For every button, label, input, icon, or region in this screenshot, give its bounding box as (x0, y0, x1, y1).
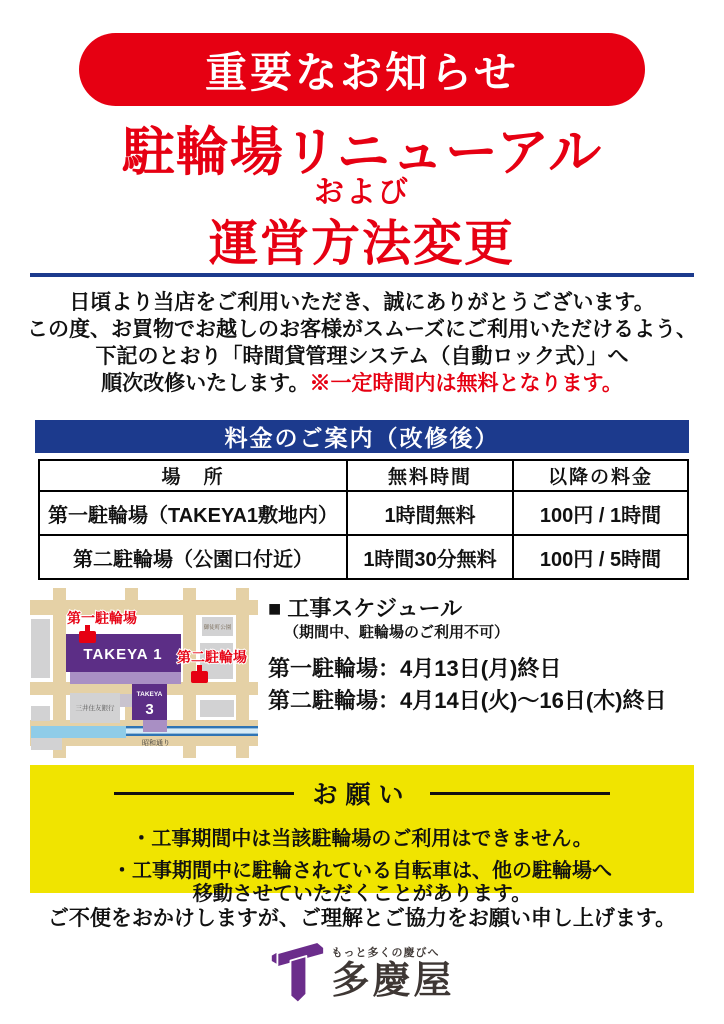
takeya3-annex (120, 694, 132, 707)
page-title-line2: および (314, 176, 410, 209)
map-lot1-label: 第一駐輪場 (67, 610, 137, 626)
request-bullet2-line1: ・工事期間中に駐輪されている自転車は、他の駐輪場へ (112, 860, 612, 882)
cell-lot2-fee: 100円 / 5時間 (513, 535, 688, 579)
important-notice-badge: 重要なお知らせ (79, 33, 645, 106)
closing-message: ご不便をおかけしますが、ご理解とご協力をお願い申し上げます。 (47, 907, 677, 930)
schedule-item-lot2: 第二駐輪場：4月14日(火)～16日(木)終日 (268, 688, 667, 713)
map-park-label: 御徒町公園 (203, 625, 232, 631)
rail-line-bottom (126, 734, 258, 736)
map-bank-label: 三井住友銀行 (75, 705, 115, 712)
intro-line: 日頃より当店をご利用いただき、誠にありがとうございます。 (69, 291, 655, 314)
map-lot2-label: 第二駐輪場 (177, 649, 247, 665)
showa-dori-road (31, 726, 126, 738)
request-title: お願い (312, 781, 412, 809)
schedule-heading-text: 工事スケジュール (287, 596, 463, 621)
map-takeya1-label: TAKEYA 1 (83, 646, 163, 663)
map-takeya3-label: TAKEYA (136, 691, 163, 698)
map-street-label: 昭和通り (142, 740, 170, 747)
schedule-heading (268, 592, 462, 623)
schedule-note: （期間中、駐輪場のご利用不可） (284, 624, 510, 641)
request-box (30, 765, 694, 905)
cell-lot1-fee: 100円 / 1時間 (513, 491, 688, 535)
page-title-line3: 運営方法変更 (208, 217, 515, 271)
schedule-item-lot1: 第一駐輪場：4月13日(月)終日 (268, 656, 562, 681)
request-bullet2-line2: 移動させていただくことがあります。 (192, 883, 532, 905)
logo-name: 多慶屋 (331, 960, 455, 1002)
table-row (39, 491, 688, 535)
intro-paragraph (0, 289, 724, 397)
price-section-heading: 料金のご案内（改修後） (35, 420, 689, 453)
takeya-logo (0, 934, 724, 1006)
cell-lot1-location: 第一駐輪場（TAKEYA1敷地内） (39, 491, 347, 535)
intro-line: 下記のとおり「時間貸管理システム（自動ロック式）」へ (95, 345, 629, 368)
takeya1-base (70, 672, 181, 684)
cell-lot2-free-time: 1時間30分無料 (347, 535, 513, 579)
intro-line4-text: 順次改修いたします。 (101, 372, 310, 395)
title-rule-right (430, 792, 610, 795)
title-rule-left (114, 792, 294, 795)
intro-line (0, 370, 724, 397)
page-title-line1: 駐輪場リニューアル (121, 123, 603, 182)
table-row (39, 535, 688, 579)
square-bullet-icon: ■ (268, 596, 282, 621)
col-header-free-time: 無料時間 (347, 460, 513, 491)
intro-line: この度、お買物でお越しのお客様がスムーズにご利用いただけるよう、 (27, 318, 697, 341)
lot1-marker-icon (79, 625, 96, 643)
request-bullet2 (30, 860, 694, 906)
location-map (26, 588, 262, 768)
free-time-highlight: ※一定時間内は無料となります。 (309, 372, 623, 395)
cell-lot2-location: 第二駐輪場（公園口付近） (39, 535, 347, 579)
price-table (38, 459, 689, 580)
col-header-location: 場 所 (39, 460, 347, 491)
divider-rule (30, 273, 694, 277)
logo-tagline: もっと多くの慶びへ (331, 947, 440, 959)
request-title-row (30, 775, 694, 811)
request-bullet1: ・工事期間中は当該駐輪場のご利用はできません。 (131, 828, 593, 850)
cell-lot1-free-time: 1時間無料 (347, 491, 513, 535)
takeya3-base (143, 718, 167, 732)
logo-text-column (331, 944, 454, 1004)
col-header-fee-after: 以降の料金 (513, 460, 688, 491)
map-takeya3-number: 3 (145, 701, 154, 718)
table-header-row (39, 460, 688, 491)
takeya-logo-icon (269, 934, 325, 1006)
